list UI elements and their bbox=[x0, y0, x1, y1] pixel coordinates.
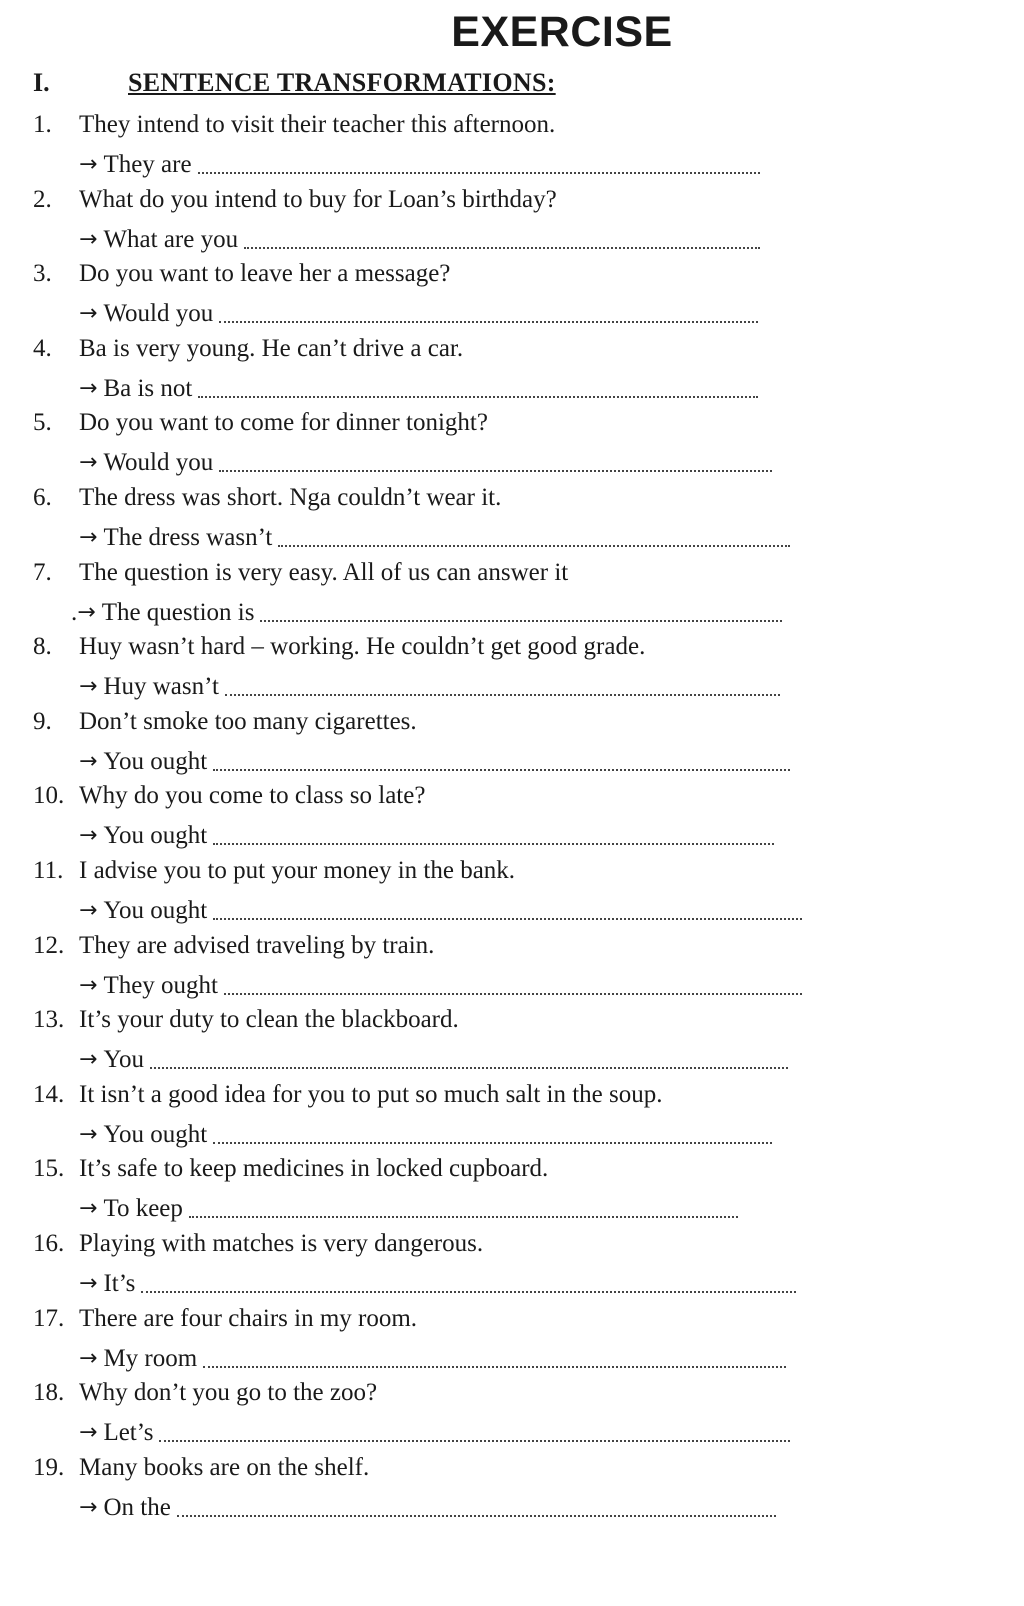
question-number: 18. bbox=[33, 1379, 65, 1407]
answer-prompt: The dress wasn’t bbox=[103, 523, 273, 551]
answer-line bbox=[33, 444, 933, 480]
exercise-item bbox=[33, 1451, 933, 1526]
exercise-item bbox=[33, 929, 933, 1004]
question-line bbox=[33, 183, 933, 221]
answer-blank[interactable] bbox=[198, 172, 760, 174]
answer-prompt: On the bbox=[103, 1493, 171, 1521]
question-number: 13. bbox=[33, 1006, 65, 1034]
question-text: Many books are on the shelf. bbox=[79, 1453, 370, 1481]
answer-prompt: What are you bbox=[103, 225, 239, 253]
exercise-item bbox=[33, 183, 933, 258]
question-text: Huy wasn’t hard – working. He couldn’t get good grade. bbox=[79, 633, 646, 661]
answer-prompt: Huy wasn’t bbox=[103, 673, 219, 701]
question-line bbox=[33, 779, 933, 817]
question-text: Do you want to leave her a message? bbox=[79, 260, 451, 288]
question-text: It’s your duty to clean the blackboard. bbox=[79, 1006, 459, 1034]
question-text: Do you want to come for dinner tonight? bbox=[79, 409, 488, 437]
arrow-right-icon: → bbox=[79, 450, 98, 476]
question-line bbox=[33, 1451, 933, 1489]
exercise-item bbox=[33, 630, 933, 705]
answer-prompt: Ba is not bbox=[103, 374, 193, 402]
answer-blank[interactable] bbox=[225, 694, 780, 696]
exercise-item bbox=[33, 1227, 933, 1302]
section-title: SENTENCE TRANSFORMATIONS: bbox=[128, 68, 556, 97]
question-text: Don’t smoke too many cigarettes. bbox=[79, 707, 417, 735]
arrow-right-icon: → bbox=[79, 152, 98, 177]
question-text: The dress was short. Nga couldn’t wear it. bbox=[79, 483, 502, 511]
exercise-item bbox=[33, 854, 933, 929]
question-number: 14. bbox=[33, 1080, 65, 1108]
answer-blank[interactable] bbox=[189, 1216, 738, 1218]
arrow-right-icon: → bbox=[79, 1121, 98, 1147]
question-line bbox=[33, 1302, 933, 1340]
question-number: 17. bbox=[33, 1304, 65, 1332]
arrow-right-icon: → bbox=[79, 674, 98, 700]
answer-blank[interactable] bbox=[213, 769, 790, 771]
answer-prompt: You ought bbox=[103, 896, 208, 924]
answer-prompt: Would you bbox=[103, 300, 214, 328]
question-text: They are advised traveling by train. bbox=[79, 931, 435, 959]
arrow-right-icon: → bbox=[79, 748, 98, 774]
question-line bbox=[33, 929, 933, 967]
answer-line bbox=[33, 519, 933, 555]
answer-line bbox=[33, 743, 933, 779]
answer-line bbox=[33, 817, 933, 853]
exercise-item bbox=[33, 1152, 933, 1227]
question-line bbox=[33, 1152, 933, 1190]
arrow-right-icon: → bbox=[79, 301, 98, 327]
question-text: Ba is very young. He can’t drive a car. bbox=[79, 334, 464, 362]
question-text: What do you intend to buy for Loan’s birthday? bbox=[79, 185, 557, 213]
exercise-item bbox=[33, 1376, 933, 1451]
answer-blank[interactable] bbox=[224, 993, 802, 995]
page-title: EXERCISE bbox=[451, 8, 673, 56]
question-number: 9. bbox=[33, 707, 52, 735]
answer-prompt: You ought bbox=[103, 822, 208, 850]
exercise-item bbox=[33, 108, 933, 183]
answer-line bbox=[33, 1190, 933, 1226]
question-line bbox=[33, 1003, 933, 1041]
arrow-right-icon: → bbox=[79, 524, 98, 550]
exercise-item bbox=[33, 1003, 933, 1078]
answer-prompt: They ought bbox=[103, 971, 219, 999]
question-number: 2. bbox=[33, 185, 52, 213]
arrow-right-icon: → bbox=[79, 1047, 98, 1073]
answer-blank[interactable] bbox=[203, 1366, 786, 1368]
question-line bbox=[33, 556, 933, 594]
question-number: 6. bbox=[33, 483, 52, 511]
arrow-right-icon: → bbox=[79, 226, 98, 252]
exercise-item bbox=[33, 779, 933, 854]
arrow-right-icon: → bbox=[79, 1345, 98, 1371]
question-text: I advise you to put your money in the bank. bbox=[79, 856, 516, 884]
answer-blank[interactable] bbox=[213, 843, 774, 845]
exercise-item bbox=[33, 481, 933, 556]
exercise-list bbox=[33, 108, 933, 1525]
question-text: The question is very easy. All of us can answer it bbox=[79, 558, 569, 586]
answer-blank[interactable] bbox=[213, 1142, 772, 1144]
exercise-item bbox=[33, 1078, 933, 1153]
question-line bbox=[33, 705, 933, 743]
question-number: 1. bbox=[33, 111, 52, 138]
answer-line bbox=[33, 1489, 933, 1525]
question-text: Why do you come to class so late? bbox=[79, 782, 426, 810]
answer-line bbox=[33, 1041, 933, 1077]
exercise-item bbox=[33, 332, 933, 407]
exercise-item bbox=[33, 257, 933, 332]
arrow-right-icon: → bbox=[79, 1270, 98, 1296]
answer-prompt: You bbox=[103, 1046, 144, 1074]
answer-line bbox=[33, 1414, 933, 1450]
answer-line bbox=[33, 594, 933, 630]
answer-blank[interactable] bbox=[219, 470, 772, 472]
section-number: I. bbox=[33, 68, 50, 97]
arrow-right-icon: → bbox=[79, 375, 98, 401]
question-text: They intend to visit their teacher this afternoon. bbox=[79, 111, 556, 138]
answer-prompt: Let’s bbox=[103, 1419, 154, 1447]
answer-line bbox=[33, 221, 933, 257]
question-line bbox=[33, 257, 933, 295]
question-line bbox=[33, 1376, 933, 1414]
answer-blank[interactable] bbox=[141, 1291, 796, 1293]
arrow-right-icon: → bbox=[79, 972, 98, 998]
answer-blank[interactable] bbox=[219, 321, 758, 323]
answer-prompt: The question is bbox=[101, 598, 255, 626]
answer-prompt: Would you bbox=[103, 449, 214, 477]
question-text: There are four chairs in my room. bbox=[79, 1304, 418, 1332]
question-line bbox=[33, 1078, 933, 1116]
question-line bbox=[33, 108, 933, 146]
question-number: 8. bbox=[33, 633, 52, 661]
answer-prompt: My room bbox=[103, 1344, 198, 1372]
question-line bbox=[33, 332, 933, 370]
question-number: 7. bbox=[33, 558, 52, 586]
answer-blank[interactable] bbox=[244, 247, 760, 249]
exercise-item bbox=[33, 705, 933, 780]
question-text: It’s safe to keep medicines in locked cupboard. bbox=[79, 1155, 549, 1183]
arrow-right-icon: → bbox=[79, 823, 98, 849]
arrow-right-icon: → bbox=[79, 1494, 98, 1520]
answer-blank[interactable] bbox=[260, 620, 782, 622]
answer-line bbox=[33, 967, 933, 1003]
exercise-item bbox=[33, 406, 933, 481]
question-number: 11. bbox=[33, 856, 64, 884]
question-number: 3. bbox=[33, 260, 52, 288]
answer-blank[interactable] bbox=[198, 396, 758, 398]
question-number: 15. bbox=[33, 1155, 65, 1183]
question-number: 4. bbox=[33, 334, 52, 362]
answer-prompt: To keep bbox=[103, 1195, 183, 1223]
answer-line bbox=[33, 1340, 933, 1376]
section-heading bbox=[33, 68, 933, 98]
answer-blank[interactable] bbox=[159, 1440, 790, 1442]
answer-line bbox=[33, 146, 933, 182]
arrow-right-icon: → bbox=[79, 1196, 98, 1222]
question-line bbox=[33, 854, 933, 892]
answer-line bbox=[33, 892, 933, 928]
question-number: 12. bbox=[33, 931, 65, 959]
answer-blank[interactable] bbox=[177, 1515, 776, 1517]
question-text: Why don’t you go to the zoo? bbox=[79, 1379, 378, 1407]
answer-line bbox=[33, 1116, 933, 1152]
question-line bbox=[33, 481, 933, 519]
answer-line bbox=[33, 1265, 933, 1301]
answer-line bbox=[33, 370, 933, 406]
question-line bbox=[33, 1227, 933, 1265]
question-number: 5. bbox=[33, 409, 52, 437]
answer-blank[interactable] bbox=[150, 1067, 788, 1069]
exercise-item bbox=[33, 1302, 933, 1377]
question-line bbox=[33, 630, 933, 668]
question-number: 16. bbox=[33, 1229, 65, 1257]
answer-blank[interactable] bbox=[278, 545, 790, 547]
answer-prompt: You ought bbox=[103, 1120, 208, 1148]
question-text: It isn’t a good idea for you to put so much salt in the soup. bbox=[79, 1080, 663, 1108]
arrow-right-icon: → bbox=[79, 1420, 98, 1446]
answer-prompt: You ought bbox=[103, 747, 208, 775]
arrow-right-icon: → bbox=[77, 599, 96, 625]
answer-line bbox=[33, 295, 933, 331]
answer-prompt: They are bbox=[103, 151, 192, 178]
answer-blank[interactable] bbox=[213, 918, 802, 920]
answer-line bbox=[33, 668, 933, 704]
question-line bbox=[33, 406, 933, 444]
question-number: 10. bbox=[33, 782, 65, 810]
arrow-right-icon: → bbox=[79, 897, 98, 923]
answer-prompt: It’s bbox=[103, 1269, 136, 1297]
question-text: Playing with matches is very dangerous. bbox=[79, 1229, 484, 1257]
answer-prefix-mark: . bbox=[71, 598, 78, 626]
exercise-item bbox=[33, 556, 933, 631]
question-number: 19. bbox=[33, 1453, 65, 1481]
